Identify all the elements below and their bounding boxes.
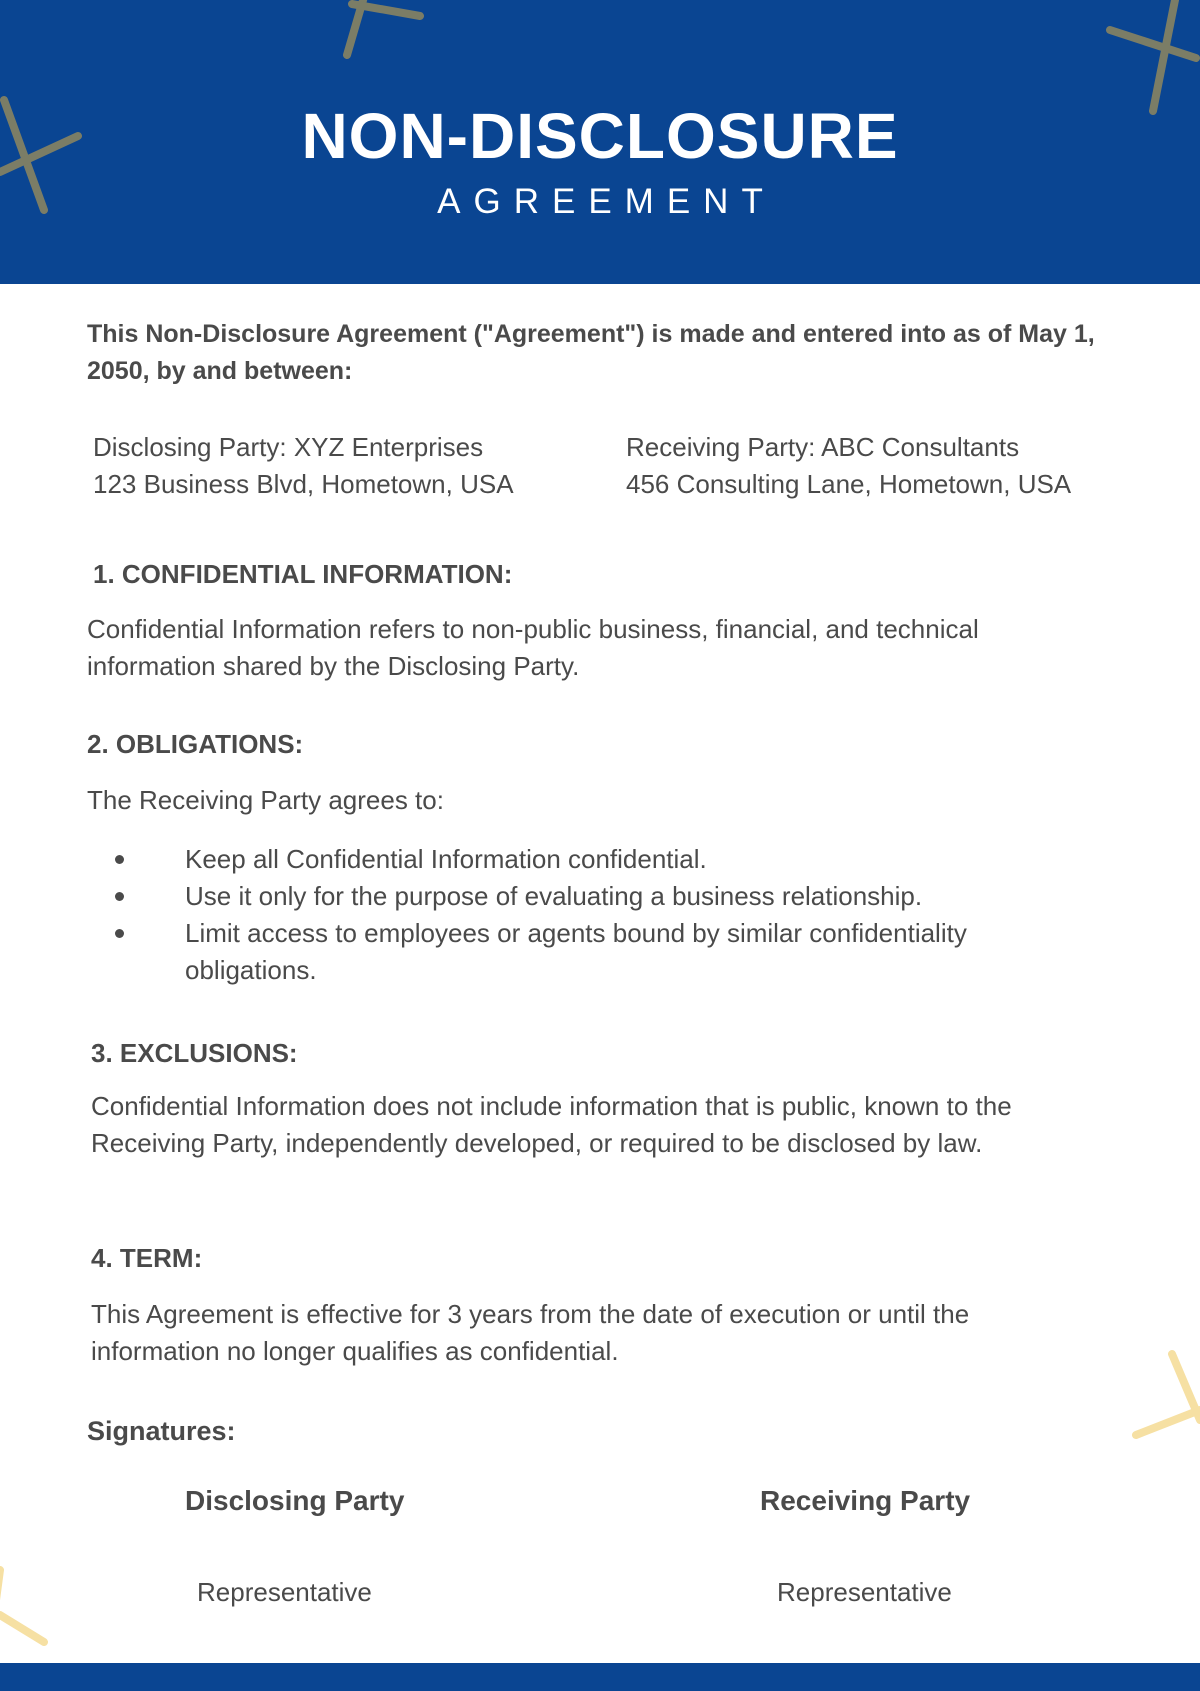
list-item: [100, 878, 1090, 915]
disclosing-party-block: [93, 429, 593, 503]
bullet-icon: [115, 892, 124, 901]
list-item-text: Keep all Confidential Information confidential.: [185, 844, 707, 874]
intro-paragraph: This Non-Disclosure Agreement ("Agreement") is made and entered into as of May 1, 2050, by and between:: [87, 320, 1095, 385]
document-title: NON-DISCLOSURE: [301, 100, 899, 172]
header-banner: [0, 0, 1200, 284]
list-item-text: Limit access to employees or agents bound by similar confidentiality obligations.: [185, 918, 967, 985]
receiving-party-name: Receiving Party: ABC Consultants: [626, 432, 1020, 462]
list-item: [100, 841, 1090, 878]
signatures-heading: Signatures:: [87, 1416, 236, 1446]
signature-label-receiving: Receiving Party: [760, 1485, 971, 1516]
section-body-term: This Agreement is effective for 3 years from the date of execution or until the information no longer qualifies as confidential.: [91, 1299, 970, 1366]
disclosing-party-address: 123 Business Blvd, Hometown, USA: [93, 469, 514, 499]
confidential-body-line: Confidential Information refers to non-public business, financial, and technical: [87, 614, 979, 644]
signature-rep-disclosing: Representative: [197, 1577, 372, 1607]
section-heading-confidential: 1. CONFIDENTIAL INFORMATION:: [93, 559, 513, 589]
document-subtitle: AGREEMENT: [437, 182, 776, 221]
section-heading-exclusions: 3. EXCLUSIONS:: [91, 1038, 298, 1068]
list-item-text: Use it only for the purpose of evaluating a business relationship.: [185, 881, 923, 911]
confidential-body-line: information shared by the Disclosing Party.: [87, 651, 580, 681]
receiving-party-address: 456 Consulting Lane, Hometown, USA: [626, 469, 1072, 499]
list-item: [100, 915, 1090, 989]
section-body-confidential: [87, 611, 1167, 685]
section-heading-obligations: 2. OBLIGATIONS:: [87, 729, 304, 759]
disclosing-party-name: Disclosing Party: XYZ Enterprises: [93, 432, 484, 462]
signature-label-disclosing: Disclosing Party: [185, 1485, 405, 1516]
signature-rep-receiving: Representative: [777, 1577, 952, 1607]
obligations-intro: The Receiving Party agrees to:: [87, 785, 444, 815]
obligations-list: [100, 841, 1090, 989]
section-body-exclusions: Confidential Information does not include information that is public, known to the Receiving Party, independently developed, or required to be disclosed by law.: [91, 1091, 1012, 1158]
bullet-icon: [115, 929, 124, 938]
footer-bar: [0, 1663, 1200, 1691]
receiving-party-block: [626, 429, 1166, 503]
bullet-icon: [115, 855, 124, 864]
section-heading-term: 4. TERM:: [91, 1243, 203, 1273]
